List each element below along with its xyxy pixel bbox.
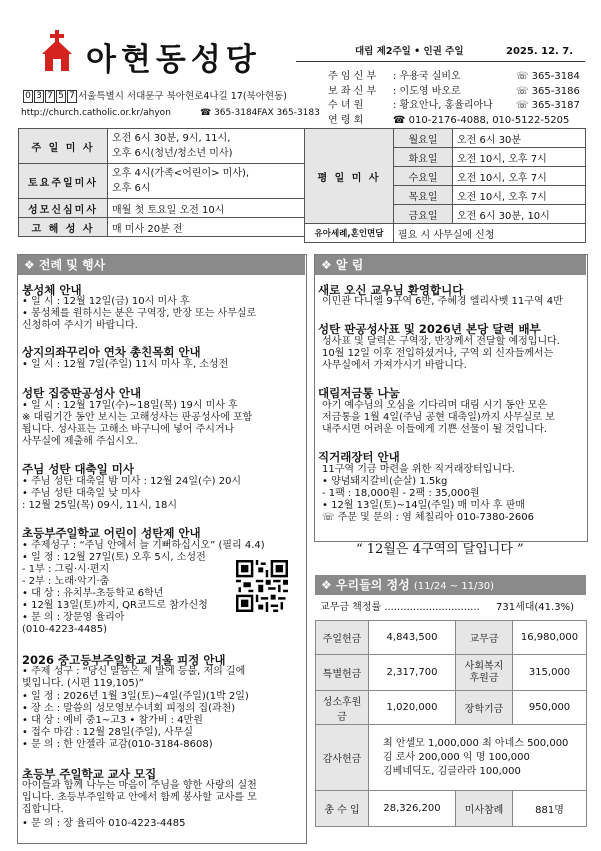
thanks-list: 최 안셀모 1,000,000 최 아네스 500,000 김 로사 200,000 익 명 100,000 김베네딕도, 김글라라 100,000 [369,725,587,791]
church-name: 아현동성당 [86,42,261,78]
confession-time: 매 미사 20분 전 [108,218,305,237]
staff-row: 보 좌 신 부 : 이도영 바오로 ☏ 365-3186 [328,85,580,97]
staff-list [328,70,590,128]
saturday-mass-times: 오후 4시(가족<어린이> 미사), 오후 6시 [108,164,305,199]
staff-row: 주 임 신 부 : 우용국 실비오 ☏ 365-3184 [328,71,580,82]
weekday-mass-label: 평 일 미 사 [305,129,394,224]
notices-heading: ❖ 알 림 [315,255,586,275]
section-line: • 주제성구 : “주님 안에서 늘 기뻐하십시오” (필리 4.4) [22,540,265,551]
offering-rate-value: 731세대(41.3%) [496,602,574,613]
fax-number: FAX 365-3183 [257,108,320,118]
section-line: • 봉성체를 원하시는 분은 구역장, 반장 또는 사무실로 [22,308,257,319]
section-line: • 주님 성탄 대축일 밤 미사 : 12월 24일(수) 20시 [22,476,242,487]
section-line: (010-4223-4485) [22,624,108,635]
postal-code: 0 3 7 5 7 [23,90,77,103]
section-line: 내주시면 어려운 이들에게 기쁜 선물이 될 것입니다. [322,424,548,435]
section-title: 봉성체 안내 [22,283,82,297]
staff-row: 수 녀 원 : 황요안나, 홍율리아나 ☏ 365-3187 [328,100,580,111]
section-line: - 1팩 : 18,000원 - 2팩 : 35,000원 [322,488,480,499]
section-line: 10월 12일 이후 전입하셨거나, 구역 외 신자들께서는 [322,348,554,359]
section-line: • 문 의 : 장문영 율리아 [22,612,125,623]
offering-heading: ❖ 우리들의 정성 (11/24 ~ 11/30) [315,575,586,595]
section-line: 아기 예수님의 오심을 기다리며 대림 시기 동안 모은 [322,400,548,411]
confession-label: 고 해 성 사 [19,218,108,237]
section-line: 빛입니다. (시편 119,105)” [22,678,144,689]
section-line: • 양념돼지갈비(순살) 1.5kg [322,476,448,487]
section-line: • 일 정 : 2026년 1월 3일(토)~4일(주일)(1박 2일) [22,691,249,702]
section-title: 초등부 주일학교 교사 모집 [22,767,157,781]
section-line: • 접수 마감 : 12월 28일(주일), 사무실 [22,727,194,738]
section-line: 성사표 및 달력은 구역장, 반장께서 전달할 예정입니다. [322,336,560,347]
offering-rate-label: 교무금 책정률 .............................. [320,602,480,613]
liturgy-events-heading: ❖ 전례 및 행사 [18,255,305,275]
section-line: • 주님 성탄 대축일 낮 미사 [22,488,141,499]
section-line: • 문 의 : 한 안젤라 교감(010-3184-8608) [22,739,213,750]
section-line: • 주제 성구 : “당신 말씀은 제 발에 등불, 저의 길에 [22,666,246,677]
section-line: 아이들과 함께 나누는 마음이 주님을 향한 사랑의 실천 [22,780,257,791]
section-title: 초등부주일학교 어린이 성탄제 안내 [22,526,201,540]
staff-row: 연 령 회 ☎ 010-2176-4088, 010-5122-5205 [328,114,570,126]
section-line: 저금통을 1월 4일(주님 공현 대축일)까지 사무실로 보 [322,412,555,423]
header-divider [296,61,585,62]
heart-mass-label: 성모신심미사 [19,199,108,218]
section-title: 성탄 판공성사표 및 2026년 본당 달력 배부 [318,322,541,336]
welfare-label: 사회복지 후원금 [456,655,513,691]
section-line: • 대 상 : 예비 중1~고3 • 참가비 : 4만원 [22,715,203,726]
issue-date: 2025. 12. 7. [506,46,574,57]
month-motto: “ 12월은 4구역의 달입니다 ” [356,542,524,557]
section-line: • 일 정 : 12월 27일(토) 오후 5시, 소성전 [22,552,206,563]
sunday-mass-times: 오전 6시 30분, 9시, 11시, 오후 6시(청년/청소년 미사) [108,129,305,164]
section-line: • 일 시 : 12월 17일(수)~18일(목) 19시 미사 후 [22,400,238,411]
section-line: • 문 의 : 장 율리아 010-4223-4485 [22,818,186,829]
section-title: 성탄 집중판공성사 안내 [22,386,142,400]
website-link[interactable]: http://church.catholic.or.kr/ahyon [21,108,171,118]
section-title: 주님 성탄 대축일 미사 [22,462,134,476]
section-line: 입니다. 초등부주일학교 안에서 함께 봉사할 교사를 모 [22,792,257,803]
section-line: 신청하여 주시기 바랍니다. [22,320,138,331]
heart-mass-time: 매월 첫 토요일 오전 10시 [108,199,305,218]
address: 서울특별시 서대문구 북아현로4나길 17(북아현동) [78,91,287,102]
section-title: 대림저금통 나눔 [318,386,400,400]
sacrament-label: 유아세례,혼인면담 [305,224,394,243]
section-title: 2026 중고등부주일학교 겨울 피정 안내 [22,653,226,667]
section-line: 됩니다. 성사표는 고해소 바구니에 넣어 주시거나 [22,424,235,435]
section-title: 새로 오신 교우님 환영합니다 [318,283,464,297]
section-line: • 12월 13일(토)까지, QR코드로 참가신청 [22,600,208,611]
church-logo-icon [36,30,78,72]
section-line: : 12월 25일(목) 09시, 11시, 18시 [22,500,178,511]
section-line: 11구역 기금 마련을 위한 직거래장터입니다. [322,464,515,475]
phone-number: ☎ 365-3184 [200,108,258,118]
section-title: 직거래장터 안내 [318,450,400,464]
sunday-mass-label: 주 일 미 사 [19,129,108,164]
saturday-mass-label: 토요주일미사 [19,164,108,199]
section-line: • 대 상 : 유치부-초등학교 6학년 [22,588,164,599]
section-line: - 2부 : 노래·악기·춤 [22,576,110,587]
section-line: 사무실에 제출해 주십시오. [22,436,138,447]
section-line: • 일 시 : 12월 12일(금) 10시 미사 후 [22,296,190,307]
section-line: - 1부 : 그림·시·편지 [22,564,110,575]
section-line: ☏ 주문 및 문의 : 염 체칠리아 010-7380-2606 [322,512,534,523]
qr-code-icon[interactable] [236,560,288,612]
section-line: • 일 시 : 12월 7일(주일) 11시 미사 후, 소성전 [22,359,229,370]
section-line: • 장 소 : 말씀의 성모영보수녀회 피정의 집(과천) [22,703,236,714]
section-line: • 12월 13일(토)~14일(주일) 매 미사 후 판매 [322,500,526,511]
issue-info: 대림 제2주일 • 인권 주일 [355,46,464,57]
section-line: 집합니다. [22,804,64,815]
sacrament-note: 필요 시 사무실에 신청 [394,224,586,243]
section-line: 이민관 다니엘 9구역 6반, 주혜경 엘리사벳 11구역 4반 [322,296,563,307]
mass-schedule-right: 평 일 미 사 월요일 오전 6시 30분 화요일 오전 10시, 오후 7시 수요일 오전 10시, 오후 7시 목요일 오전 10시, 오후 7시 금요일 오전 6시 30분, 10시 유아세례,혼인면담 필요 시 사무실에 신청 [304,128,586,243]
offering-table: 주일헌금 4,843,500 교무금 16,980,000 특별헌금 2,317,700 사회복지 후원금 315,000 성소후원금 1,020,000 장학기금 950,000 감사헌금 최 안셀모 1,000,000 최 아네스 500,000 김 로사 200,000 익 명 100,000 김베네딕도, 김글라라 100,000 총 수 입 28,326,200 미사참례 881명 [315,620,587,827]
mass-schedule-left [18,128,305,237]
section-title: 상지의좌꾸리아 연차 총친목회 안내 [22,345,201,359]
section-line: 사무실에서 가져가시기 바랍니다. [322,360,467,371]
section-line: ※ 대림기간 동안 보시는 고해성사는 판공성사에 포함 [22,412,253,423]
